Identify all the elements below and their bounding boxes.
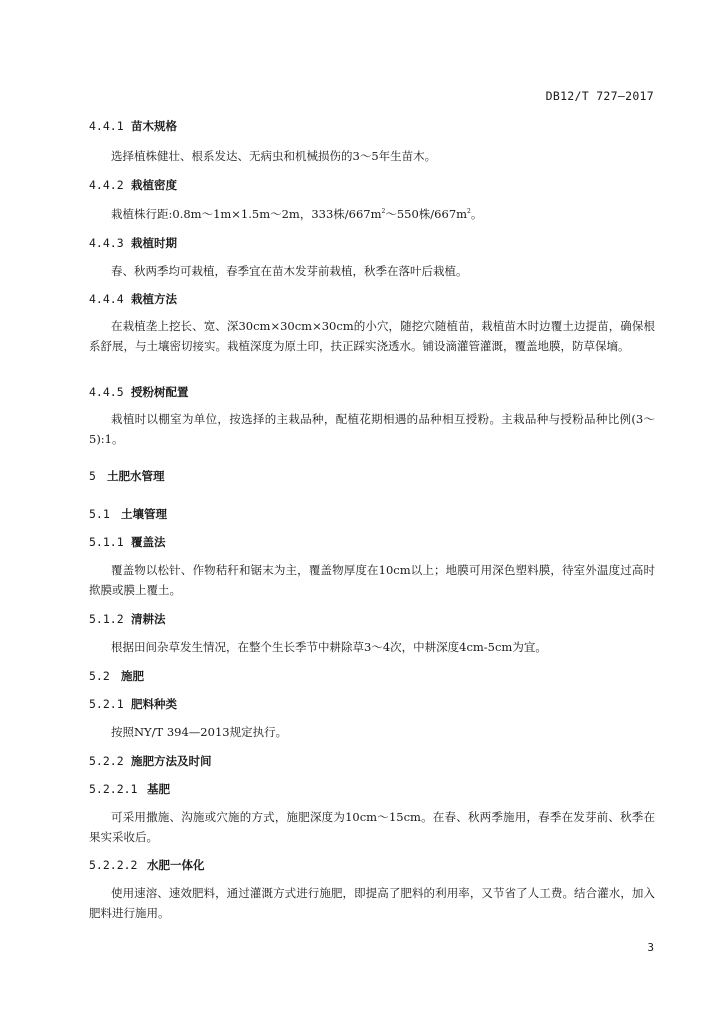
paragraph-text: 可采用撒施、沟施或穴施的方式，施肥深度为10cm～15cm。在春、秋两季施用，春季在发芽前、秋季在果实采收后。 [89,810,655,844]
section-number: 5.1.1 [89,535,124,549]
paragraph-text: 按照NY/T 394—2013规定执行。 [111,725,288,739]
section-number: 5.2.1 [89,697,124,711]
section-title: 栽植密度 [131,178,177,192]
section-title: 土壤管理 [121,507,167,521]
section-title: 肥料种类 [131,697,177,711]
section-title: 施肥 [121,669,144,683]
superscript: 2 [381,208,386,216]
paragraph-text: 使用速溶、速效肥料，通过灌溉方式进行施肥，即提高了肥料的利用率，又节省了人工费。结合灌水，加入肥料进行施用。 [89,886,655,920]
page-number: 3 [647,941,654,954]
section-title: 栽植时期 [131,236,177,250]
section-number: 4.4.3 [89,236,124,250]
section-title: 水肥一体化 [147,858,205,872]
paragraph [89,409,655,449]
section-number: 5.1 [89,507,110,521]
document-code-header: DB12/T 727—2017 [545,89,654,103]
section-number: 5.2.2.2 [89,858,138,872]
section-title: 覆盖法 [131,535,166,549]
density-text-part: 。 [470,207,483,221]
section-heading [89,857,655,873]
superscript: 2 [467,208,471,216]
paragraph-text [89,204,655,224]
section-number: 5.2.2.1 [89,782,138,796]
section-heading [89,534,655,550]
section-number: 5.1.2 [89,612,124,626]
paragraph [89,204,655,224]
paragraph-text: 在栽植垄上挖长、宽、深30cm×30cm×30cm的小穴，随挖穴随植苗，栽植苗木时边覆土边提苗，确保根系舒展，与土壤密切接实。栽植深度为原土印，扶正踩实浇透水。铺设滴灌管灌溉，覆盖地膜，防草保墒。 [89,319,655,353]
density-text-part: ～550株/667m [385,207,468,221]
section-number: 5.2 [89,669,110,683]
section-heading [89,118,655,134]
density-text-part: 栽植株行距:0.8m～1m×1.5m～2m，333株/667m [111,207,382,221]
section-number: 5.2.2 [89,754,124,768]
section-number: 4.4.5 [89,385,124,399]
section-title: 清耕法 [131,612,166,626]
paragraph-text: 春、秋两季均可栽植，春季宜在苗木发芽前栽植，秋季在落叶后栽植。 [111,264,468,278]
section-title: 苗木规格 [131,119,177,133]
paragraph-text: 覆盖物以松针、作物秸秆和锯末为主，覆盖物厚度在10cm以上；地膜可用深色塑料膜，待室外温度过高时揿膜或膜上覆土。 [89,563,655,597]
section-heading [89,753,655,769]
section-heading [89,781,655,797]
paragraph [89,807,655,847]
paragraph-text: 栽植时以棚室为单位，按选择的主栽品种，配植花期相遇的品种相互授粉。主栽品种与授粉品种比例(3～5):1。 [89,412,655,446]
section-title: 土肥水管理 [107,469,165,483]
section-heading [89,177,655,193]
section-number: 4.4.1 [89,119,124,133]
paragraph [89,883,655,923]
section-heading [89,384,655,400]
section-heading [89,611,655,627]
paragraph [89,261,655,281]
section-number: 4.4.2 [89,178,124,192]
section-title: 施肥方法及时间 [131,754,212,768]
section-title: 授粉树配置 [131,385,189,399]
chapter-heading [89,468,655,484]
section-title: 栽植方法 [131,292,177,306]
paragraph [89,146,655,166]
section-title: 基肥 [147,782,170,796]
paragraph [89,722,655,742]
section-heading [89,668,655,684]
paragraph [89,316,655,356]
paragraph [89,560,655,600]
section-heading [89,235,655,251]
paragraph [89,637,655,657]
section-heading [89,291,655,307]
section-number: 5 [89,469,96,483]
section-number: 4.4.4 [89,292,124,306]
paragraph-text: 根据田间杂草发生情况，在整个生长季节中耕除草3～4次，中耕深度4cm-5cm为宜。 [111,640,547,654]
section-heading [89,696,655,712]
section-heading [89,506,655,522]
paragraph-text: 选择植株健壮、根系发达、无病虫和机械损伤的3～5年生苗木。 [111,149,437,163]
